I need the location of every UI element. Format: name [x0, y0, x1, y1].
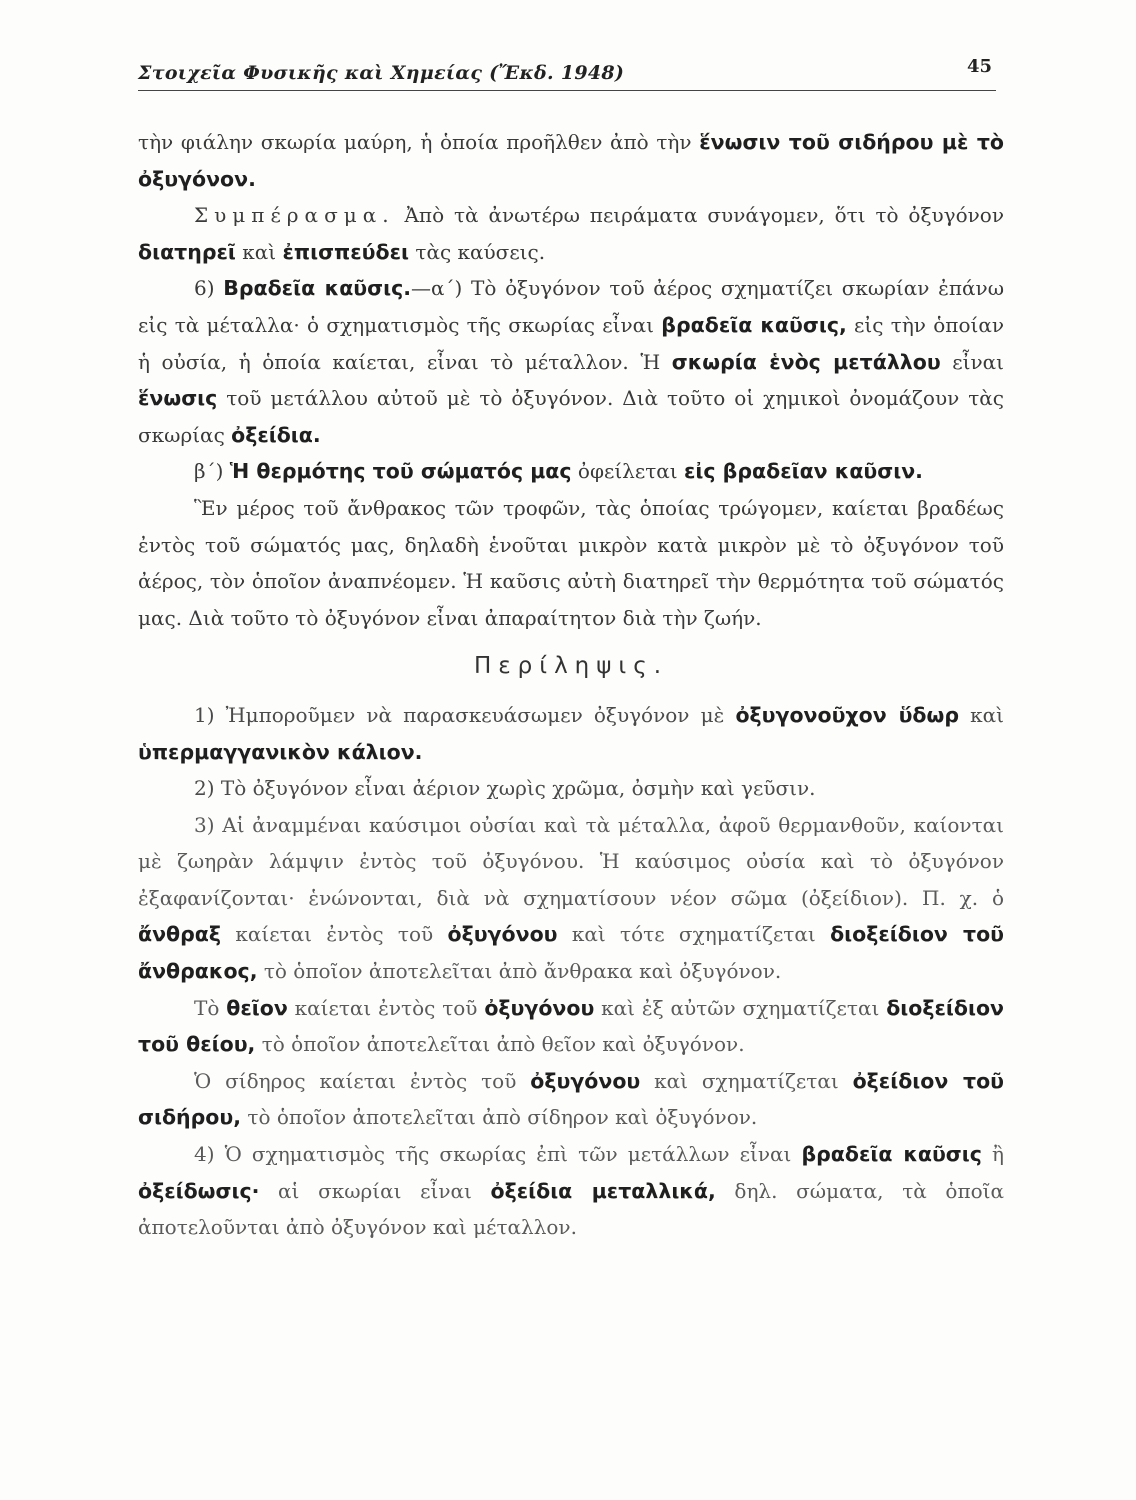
text-run: τὴν φιάλην σκωρία μαύρη, ἡ ὁποία προῆλθεν ἀπὸ τὴν [138, 130, 700, 154]
text-run: τὰς καύσεις. [409, 239, 546, 264]
text-run: ὀφείλεται [571, 459, 684, 484]
text-run: τὸ ὁποῖον ἀποτελεῖται ἀπὸ ἄνθρακα καὶ ὀξυγόνον. [257, 959, 782, 984]
page-body [138, 124, 1004, 1246]
summary-item-3 [138, 807, 1004, 990]
bold-term: βραδεῖα καῦσις [801, 1142, 982, 1167]
paragraph-food-carbon [138, 490, 1004, 636]
text-run: 6) [194, 276, 224, 301]
bold-term: ὀξυγόνου [530, 1068, 641, 1093]
paragraph-body-heat [138, 453, 1004, 490]
summary-item-3-sulfur [138, 990, 1004, 1063]
text-run: 4) Ὁ σχηματισμὸς τῆς σκωρίας ἐπὶ τῶν μετάλλων εἶναι [194, 1142, 802, 1167]
page-number: 45 [966, 56, 992, 77]
bold-term: ὀξυγόνου [484, 995, 595, 1020]
paragraph-conclusion [138, 197, 1004, 270]
bold-term: ὀξείδωσις· [138, 1178, 260, 1203]
summary-item-1 [138, 697, 1004, 770]
text-run: εἶναι [940, 349, 1004, 374]
bold-term: διατηρεῖ [138, 239, 236, 264]
text-run: καὶ τότε σχηματίζεται [557, 922, 831, 947]
bold-term: Βραδεῖα καῦσις. [223, 276, 412, 301]
bold-term: θεῖον [226, 995, 288, 1020]
summary-heading: Περίληψις. [473, 653, 669, 680]
bold-term: ὀξείδιον τοῦ σιδήρου, [138, 1068, 1004, 1130]
bold-term: εἰς βραδεῖαν καῦσιν. [683, 459, 923, 484]
text-run: Τὸ [194, 995, 227, 1020]
text-run: Ὁ σίδηρος καίεται ἐντὸς τοῦ [194, 1068, 531, 1093]
text-run: 3) Αἱ ἀναμμέναι καύσιμοι οὐσίαι καὶ τὰ μέταλλα, ἀφοῦ θερμανθοῦν, καίονται μὲ ζωηρὰν λάμψιν ἐντὸς τοῦ ὀξυγόνου. Ἡ καύσιμος οὐσία καὶ τὸ ὀξυγόνον ἐξαφανίζονται· ἑνώνονται, διὰ νὰ σχηματίσουν νέον σῶμα (ὀξείδιον). Π. χ. ὁ [138, 812, 1004, 910]
text-run: —α΄) Τὸ ὀξυγόνον τοῦ ἀέρος σχηματίζει σκωρίαν ἐπάνω εἰς τὰ μέταλλα· ὁ σχηματισμὸς τῆς σκωρίας εἶναι [138, 276, 1004, 337]
text-run: β΄) [194, 459, 230, 484]
bold-term: σκωρία ἑνὸς μετάλλου [671, 349, 941, 374]
text-run: Ἀπὸ τὰ ἀνωτέρω πειράματα συνάγομεν, ὅτι τὸ ὀξυγόνον [394, 203, 1004, 228]
text-run: τοῦ μετάλλου αὐτοῦ μὲ τὸ ὀξυγόνον. Διὰ τοῦτο οἱ χημικοὶ ὀνομάζουν τὰς σκωρίας [138, 386, 1004, 447]
text-run: καίεται ἐντὸς τοῦ [287, 995, 485, 1020]
bold-term: διοξείδιον τοῦ ἄνθρακος, [138, 922, 1005, 984]
bold-term: ὑπερμαγγανικὸν κάλιον. [138, 739, 423, 764]
bold-term: ἕνωσιν τοῦ σιδήρου μὲ τὸ ὀξυγόνον. [138, 130, 1005, 191]
bold-term: ὀξείδια. [231, 422, 321, 447]
text-run: Ἓν μέρος τοῦ ἄνθρακος τῶν τροφῶν, τὰς ὁποίας τρώγομεν, καίεται βραδέως ἐντὸς τοῦ σώματός μας, δηλαδὴ ἑνοῦται μικρὸν κατὰ μικρὸν μὲ τὸ ὀξυγόνον τοῦ ἀέρος, τὸν ὁποῖον ἀναπνέομεν. Ἡ καῦσις αὐτὴ διατηρεῖ τὴν θερμότητα τοῦ σώματός μας. Διὰ τοῦτο τὸ ὀξυγόνον εἶναι ἀπαραίτητον διὰ τὴν ζωήν. [138, 495, 1004, 630]
text-run: ἢ [981, 1142, 1005, 1167]
bold-term: ὀξυγόνου [447, 922, 558, 947]
text-run: αἱ σκωρίαι εἶναι [259, 1178, 491, 1203]
text-run: δηλ. σώματα, τὰ ὁποῖα ἀποτελοῦνται ἀπὸ ὀξυγόνον καὶ μέταλλον. [138, 1178, 1004, 1240]
text-run: τὸ ὁποῖον ἀποτελεῖται ἀπὸ σίδηρον καὶ ὀξυγόνον. [241, 1105, 758, 1130]
bold-term: ἕνωσις [138, 386, 218, 411]
text-run: τὸ ὁποῖον ἀποτελεῖται ἀπὸ θεῖον καὶ ὀξυγόνον. [255, 1032, 745, 1057]
bold-term: διοξείδιον τοῦ θείου, [138, 995, 1004, 1057]
spaced-term: Συμπέρασμα. [194, 203, 395, 228]
text-run: εἰς τὴν ὁποίαν ἡ οὐσία, ἡ ὁποία καίεται, εἶναι τὸ μέταλλον. Ἡ [138, 312, 1004, 374]
text-run: 1) Ἠμποροῦμεν νὰ παρασκευάσωμεν ὀξυγόνον μὲ [194, 702, 736, 727]
paragraph-oxidation-iron [138, 124, 1004, 197]
bold-term: Ἡ θερμότης τοῦ σώματός μας [229, 459, 572, 484]
bold-term: ὀξείδια μεταλλικά, [490, 1178, 716, 1203]
text-run: 2) Τὸ ὀξυγόνον εἶναι ἀέριον χωρὶς χρῶμα, ὀσμὴν καὶ γεῦσιν. [194, 776, 816, 801]
text-run: καὶ ἐξ αὐτῶν σχηματίζεται [594, 995, 887, 1020]
bold-term: ἄνθραξ [138, 922, 222, 947]
bold-term: βραδεῖα καῦσις, [661, 312, 847, 337]
text-run: καὶ [235, 239, 283, 264]
text-run: καὶ σχηματίζεται [640, 1068, 853, 1093]
page-header [138, 56, 996, 91]
running-title: Στοιχεῖα Φυσικῆς καὶ Χημείας (Ἔκδ. 1948) [138, 62, 625, 84]
summary-item-2 [138, 770, 1004, 807]
text-run: καὶ [959, 702, 1004, 727]
summary-item-3-iron [138, 1063, 1004, 1136]
bold-term: ὀξυγονοῦχον ὕδωρ [735, 702, 960, 727]
bold-term: ἐπισπεύδει [282, 239, 410, 264]
text-run: καίεται ἐντὸς τοῦ [221, 922, 448, 947]
paragraph-slow-combustion [138, 270, 1004, 453]
summary-item-4 [138, 1136, 1004, 1246]
